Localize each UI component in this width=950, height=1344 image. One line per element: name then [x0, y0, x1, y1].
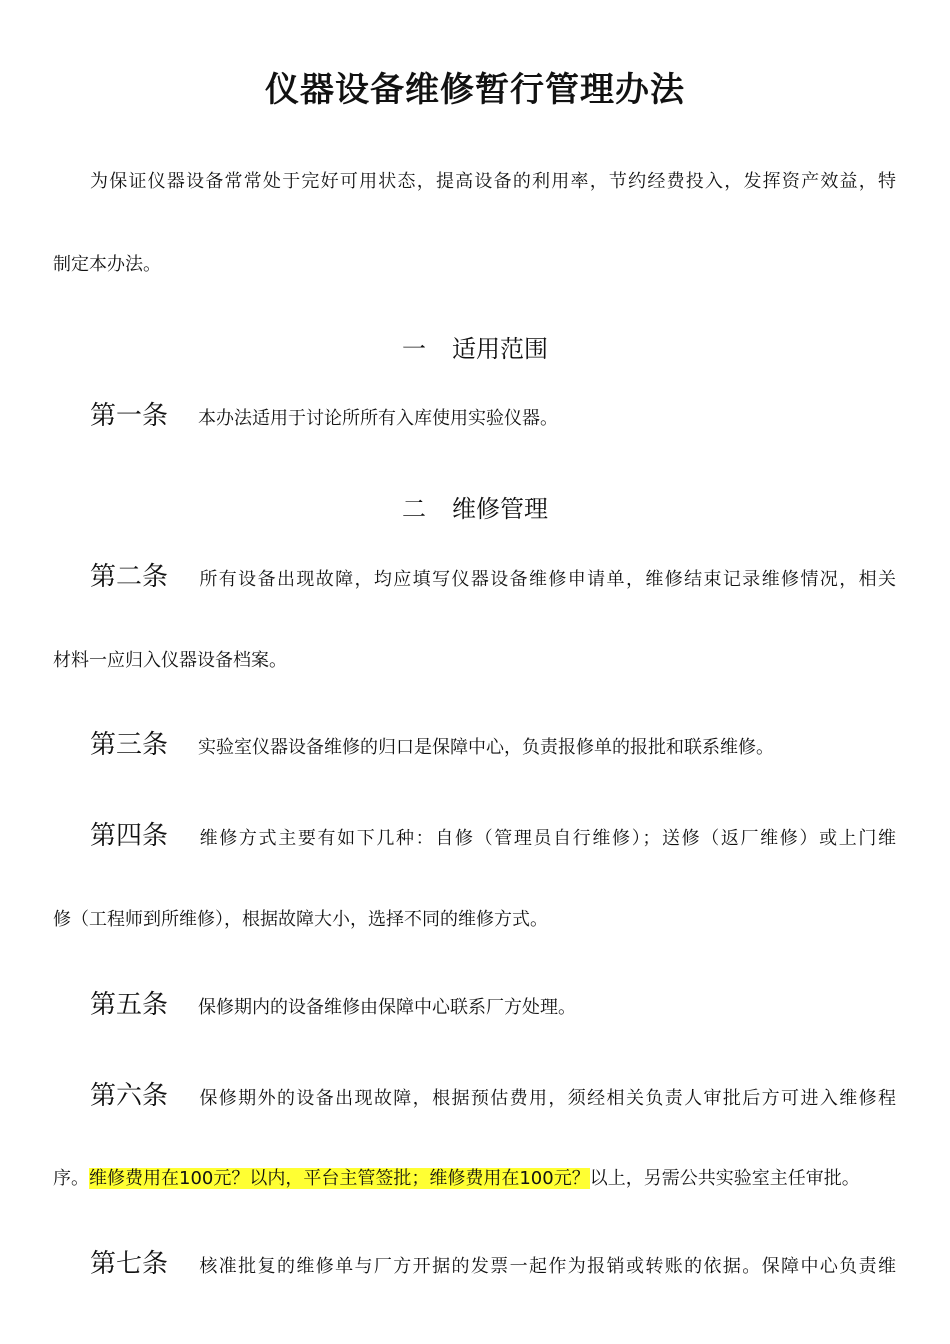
article-4-line-1: [90, 822, 896, 853]
article-5: [90, 991, 576, 1022]
article-6-line-2: [53, 1165, 860, 1193]
article-4-line-2: 修（工程师到所维修），根据故障大小，选择不同的维修方式。: [53, 909, 548, 930]
section-number: 一: [402, 335, 426, 363]
section-heading-scope: [0, 332, 950, 366]
section-title: 维修管理: [452, 495, 548, 523]
article-text: 保修期内的设备维修由保障中心联系厂方处理。: [198, 997, 577, 1018]
article-1: [90, 402, 558, 433]
section-number: 二: [402, 495, 426, 523]
article-3: [90, 731, 774, 762]
highlighted-text: 维修费用在100元？以内，平台主管签批；维修费用在100元？: [89, 1168, 590, 1189]
article-text-post: 以上，另需公共实验室主任审批。: [589, 1168, 860, 1189]
article-2-line-1: [90, 563, 896, 594]
article-number: 第五条: [90, 990, 169, 1020]
article-text: 核准批复的维修单与厂方开据的发票一起作为报销或转账的依据。保障中心负责维: [198, 1256, 896, 1277]
article-number: 第三条: [90, 730, 169, 760]
article-text-pre: 序。: [53, 1168, 89, 1189]
article-text: 实验室仪器设备维修的归口是保障中心，负责报修单的报批和联系维修。: [198, 737, 775, 758]
document-title: 仪器设备维修暂行管理办法: [265, 70, 685, 110]
article-number: 第二条: [90, 562, 169, 592]
article-text: 本办法适用于讨论所所有入库使用实验仪器。: [198, 408, 559, 429]
intro-line-1: 为保证仪器设备常常处于完好可用状态，提高设备的利用率，节约经费投入，发挥资产效益，特: [90, 171, 896, 192]
article-2-line-2: 材料一应归入仪器设备档案。: [53, 650, 287, 671]
article-number: 第七条: [90, 1249, 169, 1279]
article-text: 保修期外的设备出现故障，根据预估费用，须经相关负责人审批后方可进入维修程: [198, 1088, 896, 1109]
section-heading-maintenance: [0, 492, 950, 526]
article-number: 第四条: [90, 821, 169, 851]
intro-line-2: 制定本办法。: [53, 254, 161, 275]
article-number: 第一条: [90, 401, 169, 431]
section-title: 适用范围: [452, 335, 548, 363]
article-number: 第六条: [90, 1081, 169, 1111]
article-7-line-1: [90, 1250, 896, 1281]
article-6-line-1: [90, 1082, 896, 1113]
article-text: 所有设备出现故障，均应填写仪器设备维修申请单，维修结束记录维修情况，相关: [198, 569, 896, 590]
article-text: 维修方式主要有如下几种：自修（管理员自行维修）；送修（返厂维修）或上门维: [198, 828, 896, 849]
